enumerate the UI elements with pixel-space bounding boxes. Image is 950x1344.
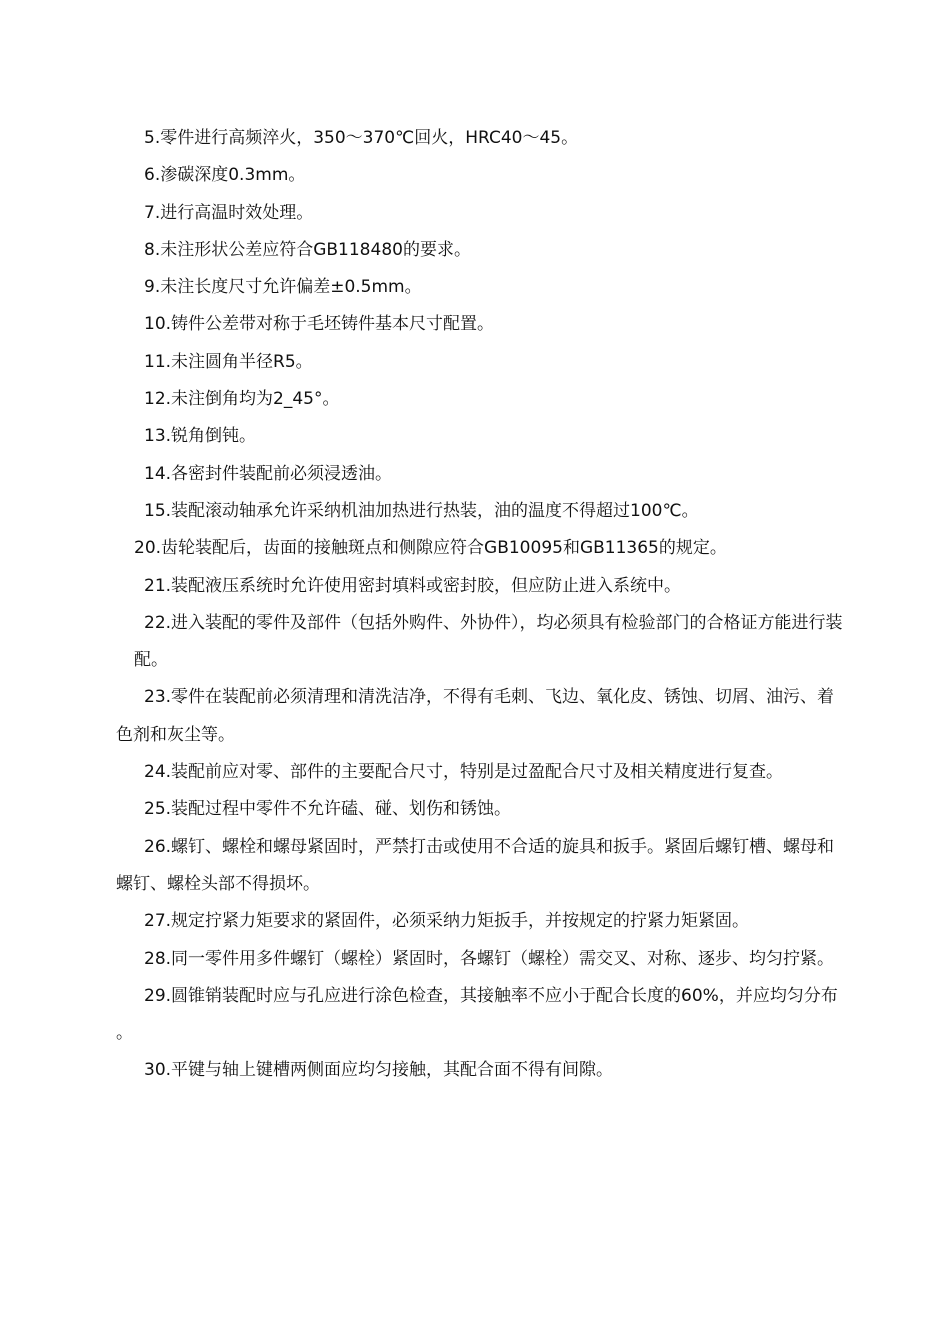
list-item: 5.零件进行高频淬火，350～370℃回火，HRC40～45。 xyxy=(144,128,579,148)
list-item: 8.未注形状公差应符合GB118480的要求。 xyxy=(144,239,471,260)
list-item: 23.零件在装配前必须清理和清洗洁净，不得有毛刺、飞边、氧化皮、锈蚀、切屑、油污、着色剂和灰尘等。 xyxy=(116,687,835,745)
list-item: 6.渗碳深度0.3mm。 xyxy=(144,165,306,186)
list-item: 22.进入装配的零件及部件（包括外购件、外协件），均必须具有检验部门的合格证方能进行装 xyxy=(144,612,843,633)
document-body xyxy=(116,120,851,1090)
list-item: 27.规定拧紧力矩要求的紧固件，必须采纳力矩扳手，并按规定的拧紧力矩紧固。 xyxy=(144,911,750,932)
list-item: 12.未注倒角均为2_45°。 xyxy=(144,389,340,410)
list-item: 13.锐角倒钝。 xyxy=(144,426,257,447)
list-item: 30.平键与轴上键槽两侧面应均匀接触，其配合面不得有间隙。 xyxy=(144,1060,614,1081)
list-item: 14.各密封件装配前必须浸透油。 xyxy=(144,463,393,484)
list-item: 25.装配过程中零件不允许磕、碰、划伤和锈蚀。 xyxy=(144,799,512,820)
list-item: 24.装配前应对零、部件的主要配合尺寸，特别是过盈配合尺寸及相关精度进行复查。 xyxy=(144,762,784,783)
list-item: 26.螺钉、螺栓和螺母紧固时，严禁打击或使用不合适的旋具和扳手。紧固后螺钉槽、螺母和螺钉、螺栓头部不得损坏。 xyxy=(116,836,835,894)
list-item: 10.铸件公差带对称于毛坯铸件基本尺寸配置。 xyxy=(144,314,495,335)
list-item: 20.齿轮装配后，齿面的接触斑点和侧隙应符合GB10095和GB11365的规定。 xyxy=(134,538,727,559)
list-item: 29.圆锥销装配时应与孔应进行涂色检查，其接触率不应小于配合长度的60%，并应均匀分布。 xyxy=(116,985,838,1044)
list-item: 28.同一零件用多件螺钉（螺栓）紧固时，各螺钉（螺栓）需交叉、对称、逐步、均匀拧紧。 xyxy=(144,948,835,969)
list-item-continuation: 配。 xyxy=(134,650,168,671)
list-item: 15.装配滚动轴承允许采纳机油加热进行热装，油的温度不得超过100℃。 xyxy=(144,500,699,521)
list-item: 7.进行高温时效处理。 xyxy=(144,202,314,223)
list-item: 21.装配液压系统时允许使用密封填料或密封胶，但应防止进入系统中。 xyxy=(144,575,682,596)
list-item: 11.未注圆角半径R5。 xyxy=(144,351,313,372)
list-item: 9.未注长度尺寸允许偏差±0.5mm。 xyxy=(144,277,422,298)
